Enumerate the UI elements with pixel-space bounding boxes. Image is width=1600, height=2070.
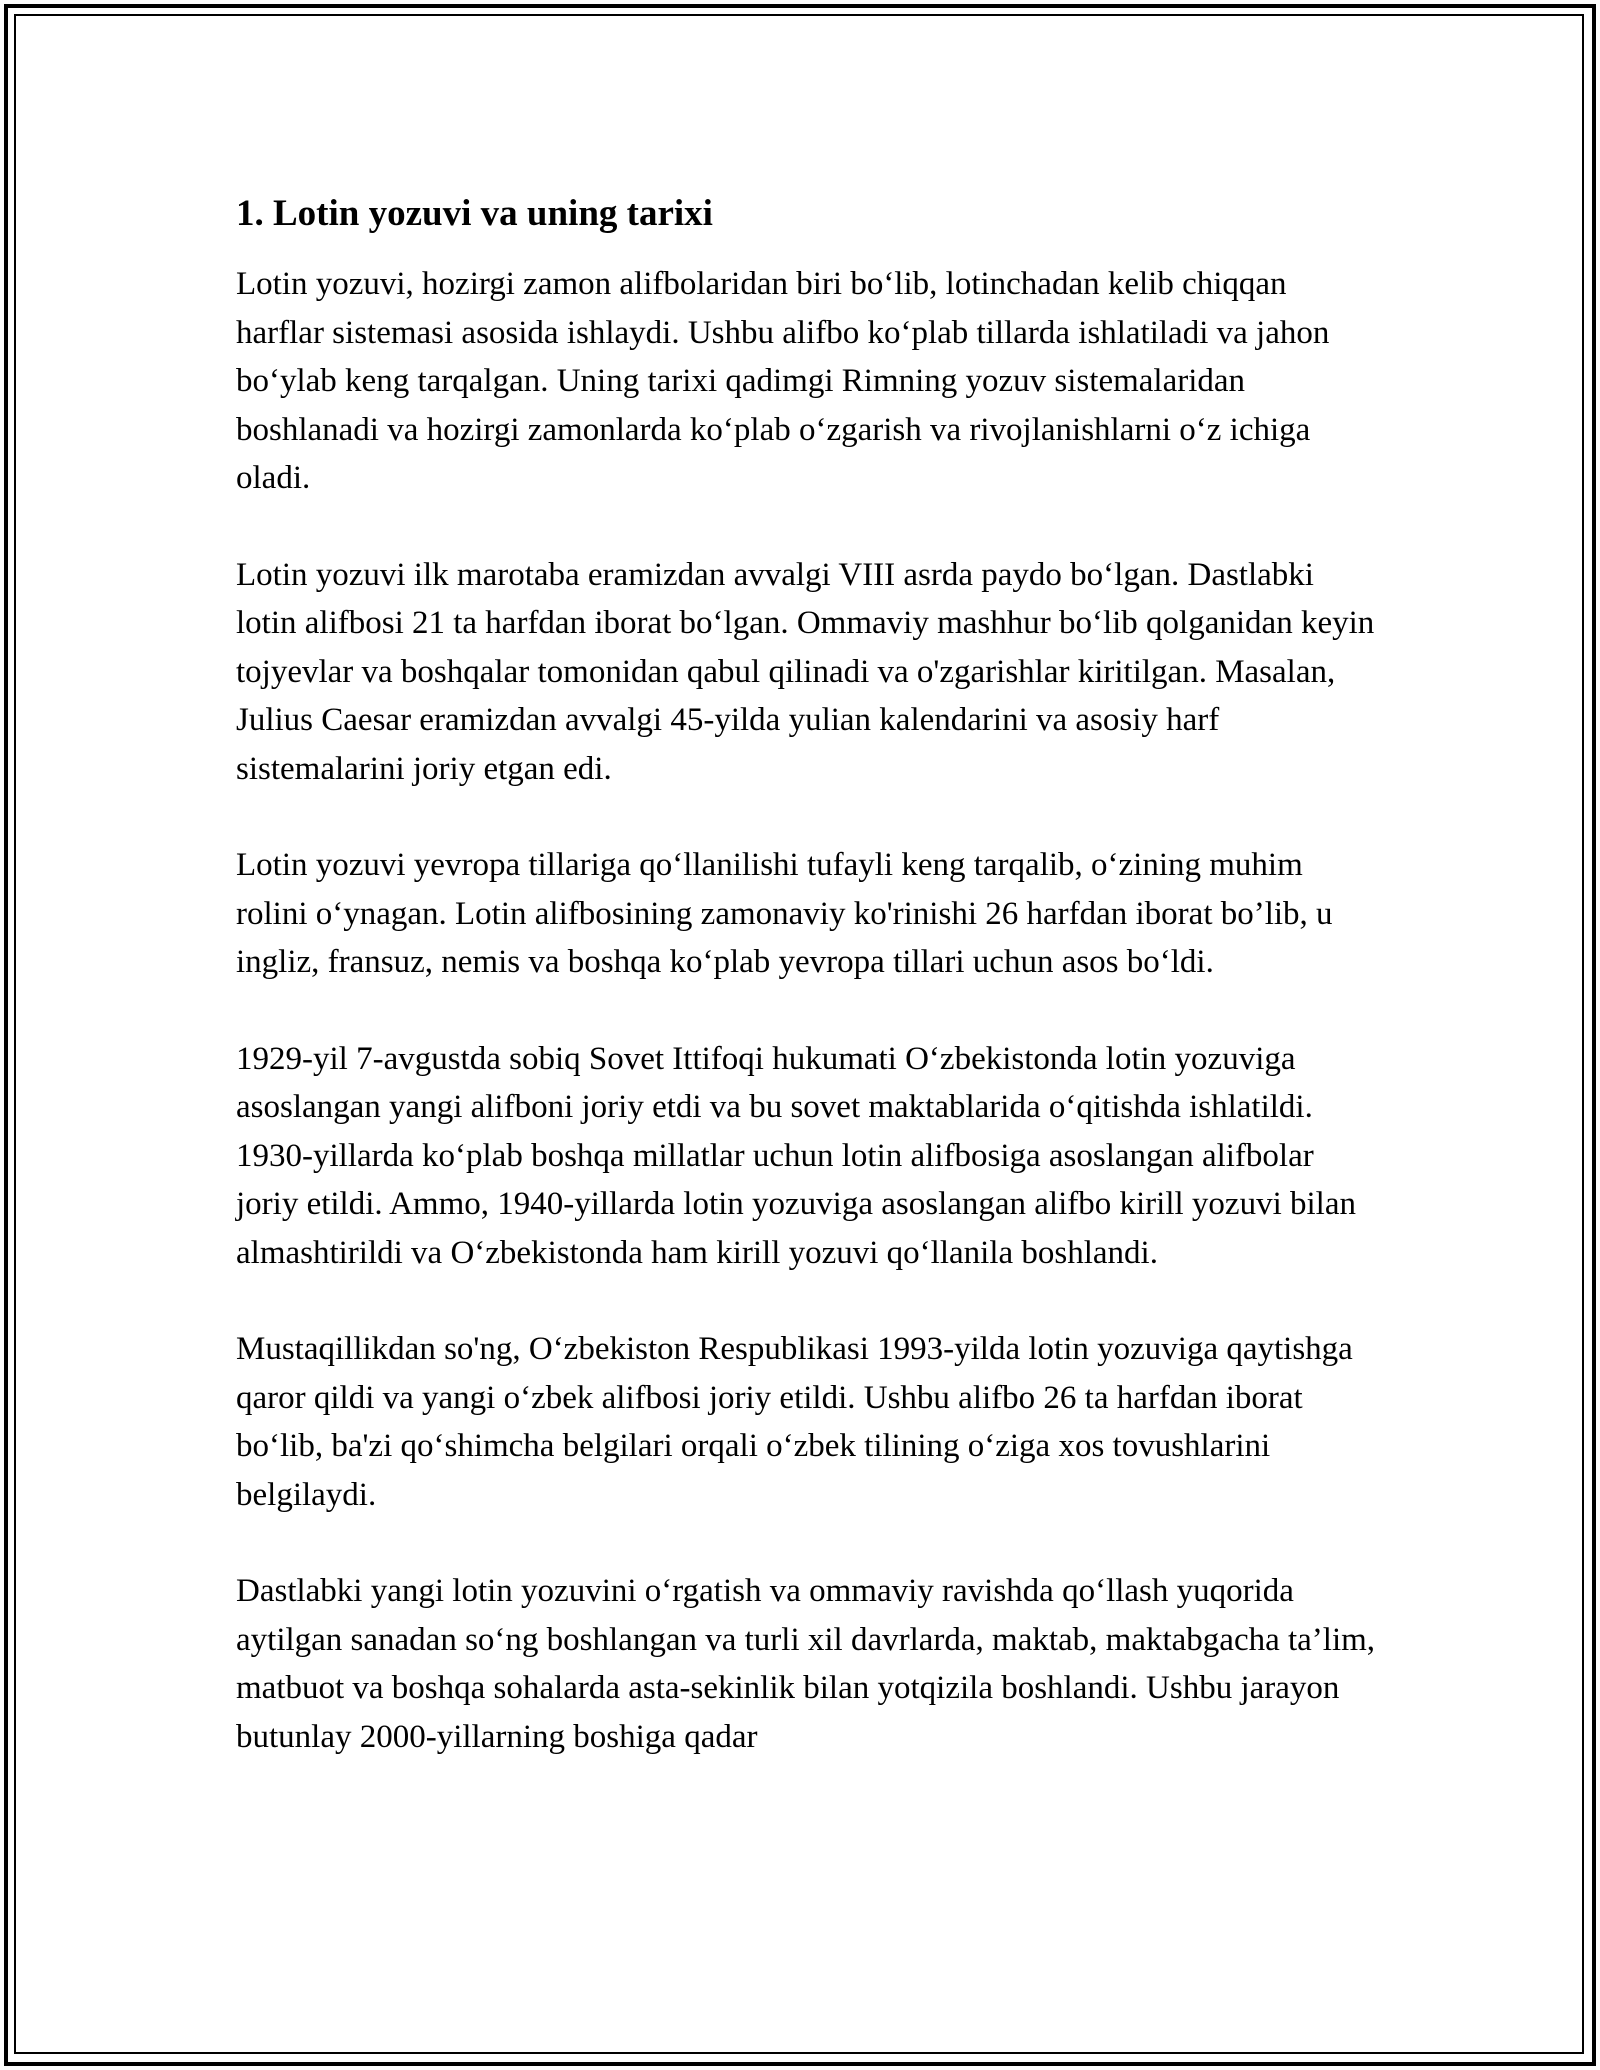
section-heading: 1. Lotin yozuvi va uning tarixi [236, 193, 713, 234]
paragraph-1: Lotin yozuvi, hozirgi zamon alifbolaridan biri bo‘lib, lotinchadan kelib chiqqan harflar sistemasi asosida ishlaydi. Ushbu alifbo ko‘plab tillarda ishlatiladi va jahon bo‘ylab keng tarqalgan. Uning tarixi qadimgi Rimning yozuv sistemalaridan boshlanadi va hozirgi zamonlarda ko‘plab o‘zgarish va rivojlanishlarni o‘z ichiga oladi. [236, 266, 1330, 496]
paragraph-5: Mustaqillikdan so'ng, O‘zbekiston Respublikasi 1993-yilda lotin yozuviga qaytishga qaror qildi va yangi o‘zbek alifbosi joriy etildi. Ushbu alifbo 26 ta harfdan iborat bo‘lib, ba'zi qo‘shimcha belgilari orqali o‘zbek tilining o‘ziga xos tovushlarini belgilaydi. [236, 1331, 1353, 1513]
paragraph-3: Lotin yozuvi yevropa tillariga qo‘llanilishi tufayli keng tarqalib, o‘zining muhim rolini o‘ynagan. Lotin alifbosining zamonaviy ko'rinishi 26 harfdan iborat bo’lib, u ingliz, fransuz, nemis va boshqa ko‘plab yevropa tillari uchun asos bo‘ldi. [236, 847, 1333, 980]
document-body [236, 188, 1376, 1809]
paragraph-4: 1929-yil 7-avgustda sobiq Sovet Ittifoqi hukumati O‘zbekistonda lotin yozuviga asoslangan yangi alifboni joriy etdi va bu sovet maktablarida o‘qitishda ishlatildi. 1930-yillarda ko‘plab boshqa millatlar uchun lotin alifbosiga asoslangan alifbolar joriy etildi. Ammo, 1940-yillarda lotin yozuviga asoslangan alifbo kirill yozuvi bilan almashtirildi va O‘zbekistonda ham kirill yozuvi qo‘llanila boshlandi. [236, 1040, 1356, 1271]
paragraph-6: Dastlabki yangi lotin yozuvini o‘rgatish va ommaviy ravishda qo‘llash yuqorida aytilgan sanadan so‘ng boshlangan va turli xil davrlarda, maktab, maktabgacha ta’lim, matbuot va boshqa sohalarda asta-sekinlik bilan yotqizila boshlandi. Ushbu jarayon butunlay 2000-yillarning boshiga qadar [236, 1573, 1376, 1755]
paragraph-2: Lotin yozuvi ilk marotaba eramizdan avvalgi VIII asrda paydo bo‘lgan. Dastlabki lotin alifbosi 21 ta harfdan iborat bo‘lgan. Ommaviy mashhur bo‘lib qolganidan keyin tojyevlar va boshqalar tomonidan qabul qilinadi va o'zgarishlar kiritilgan. Masalan, Julius Caesar eramizdan avvalgi 45-yilda yulian kalendarini va asosiy harf sistemalarini joriy etgan edi. [236, 556, 1375, 787]
